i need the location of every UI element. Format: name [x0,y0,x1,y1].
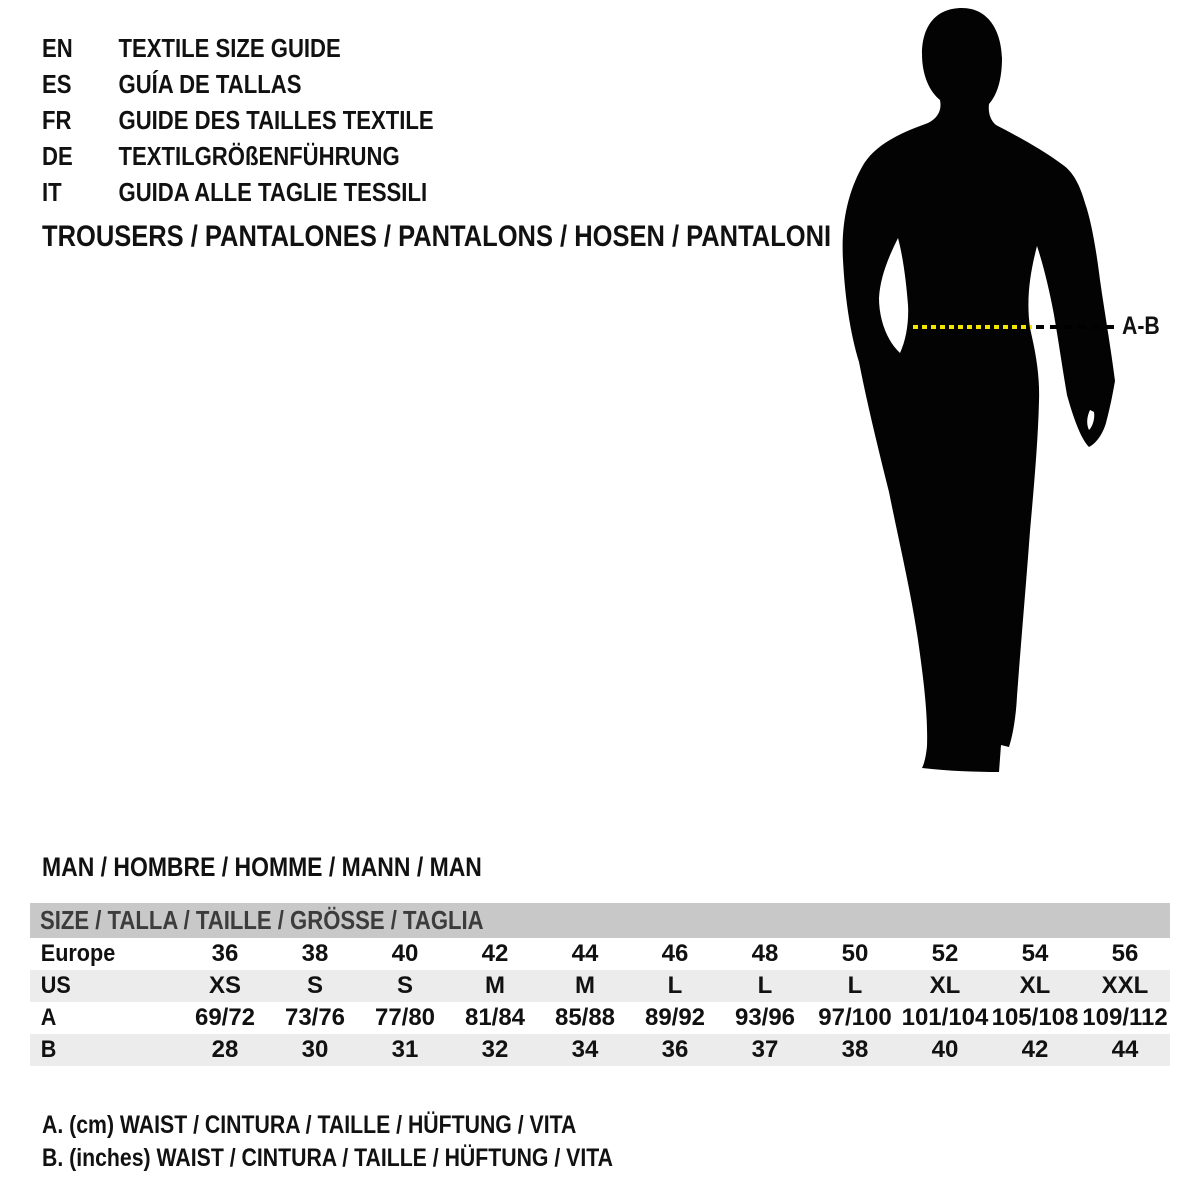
table-row [30,938,1170,970]
table-cell: 81/84 [464,1004,526,1031]
footnote-a: A. (cm) WAIST / CINTURA / TAILLE / HÜFTUNG / VITA [42,1111,577,1139]
garment-title-text: TROUSERS / PANTALONES / PANTALONS / HOSEN / PANTALONI [42,220,832,253]
language-label: TEXTILE SIZE GUIDE [118,33,341,63]
size-table-rows [30,938,1170,1066]
table-cell: 105/108 [991,1004,1079,1031]
language-code: IT [42,177,62,207]
language-label: TEXTILGRÖßENFÜHRUNG [118,141,400,171]
language-label: GUIDA ALLE TAGLIE TESSILI [118,177,428,207]
table-cell: 109/112 [1082,1004,1168,1031]
table-cell: 31 [391,1036,419,1063]
man-silhouette-body [843,8,1115,772]
table-cell: 36 [211,940,239,967]
table-cell: 50 [841,940,869,967]
size-table-header [30,903,1170,938]
language-label: GUÍA DE TALLAS [118,69,302,99]
table-cell: 69/72 [194,1004,256,1031]
table-cell: XL [1019,972,1051,999]
table-cell: M [575,972,595,999]
waist-measure-label: A-B [1122,312,1160,340]
table-row [30,970,1170,1002]
table-cell: 37 [751,1036,779,1063]
table-cell: S [396,972,413,999]
table-cell: 56 [1111,940,1139,967]
size-table-header-text: SIZE / TALLA / TAILLE / GRÖSSE / TAGLIA [40,905,484,935]
table-cell: 52 [931,940,959,967]
table-cell: M [485,972,505,999]
table-cell: 101/104 [901,1004,989,1031]
language-code: ES [42,69,72,99]
language-code: FR [42,105,72,135]
language-code: EN [42,33,73,63]
table-row-label: Europe [40,940,116,967]
table-cell: 36 [661,1036,689,1063]
gender-section-title: MAN / HOMBRE / HOMME / MANN / MAN [42,852,482,882]
language-label: GUIDE DES TAILLES TEXTILE [118,105,434,135]
table-cell: 40 [391,940,419,967]
table-row-label: US [40,972,71,999]
table-cell: 44 [1111,1036,1139,1063]
table-cell: 32 [481,1036,509,1063]
table-cell: 40 [931,1036,959,1063]
table-cell: 38 [301,940,329,967]
table-cell: XL [929,972,961,999]
footnote-b: B. (inches) WAIST / CINTURA / TAILLE / HÜFTUNG / VITA [42,1144,613,1172]
table-cell: 34 [571,1036,599,1063]
table-cell: 73/76 [284,1004,346,1031]
table-cell: 42 [481,940,509,967]
table-cell: L [757,972,773,999]
table-cell: 97/100 [818,1004,892,1031]
table-cell: XS [208,972,241,999]
table-row-label: B [40,1036,57,1063]
table-cell: 30 [301,1036,329,1063]
table-cell: XXL [1101,972,1149,999]
table-row [30,1002,1170,1034]
table-cell: 42 [1021,1036,1049,1063]
table-cell: 28 [211,1036,239,1063]
table-cell: 46 [661,940,689,967]
table-cell: 38 [841,1036,869,1063]
table-cell: 54 [1021,940,1049,967]
table-cell: 44 [571,940,599,967]
table-cell: 48 [751,940,779,967]
language-code: DE [42,141,73,171]
table-cell: L [667,972,683,999]
size-table [30,903,1170,1066]
table-cell: L [847,972,863,999]
table-cell: 77/80 [374,1004,436,1031]
table-cell: 85/88 [554,1004,616,1031]
table-row [30,1034,1170,1066]
table-cell: 93/96 [734,1004,796,1031]
table-cell: 89/92 [644,1004,706,1031]
table-cell: S [306,972,323,999]
table-row-label: A [40,1004,57,1031]
